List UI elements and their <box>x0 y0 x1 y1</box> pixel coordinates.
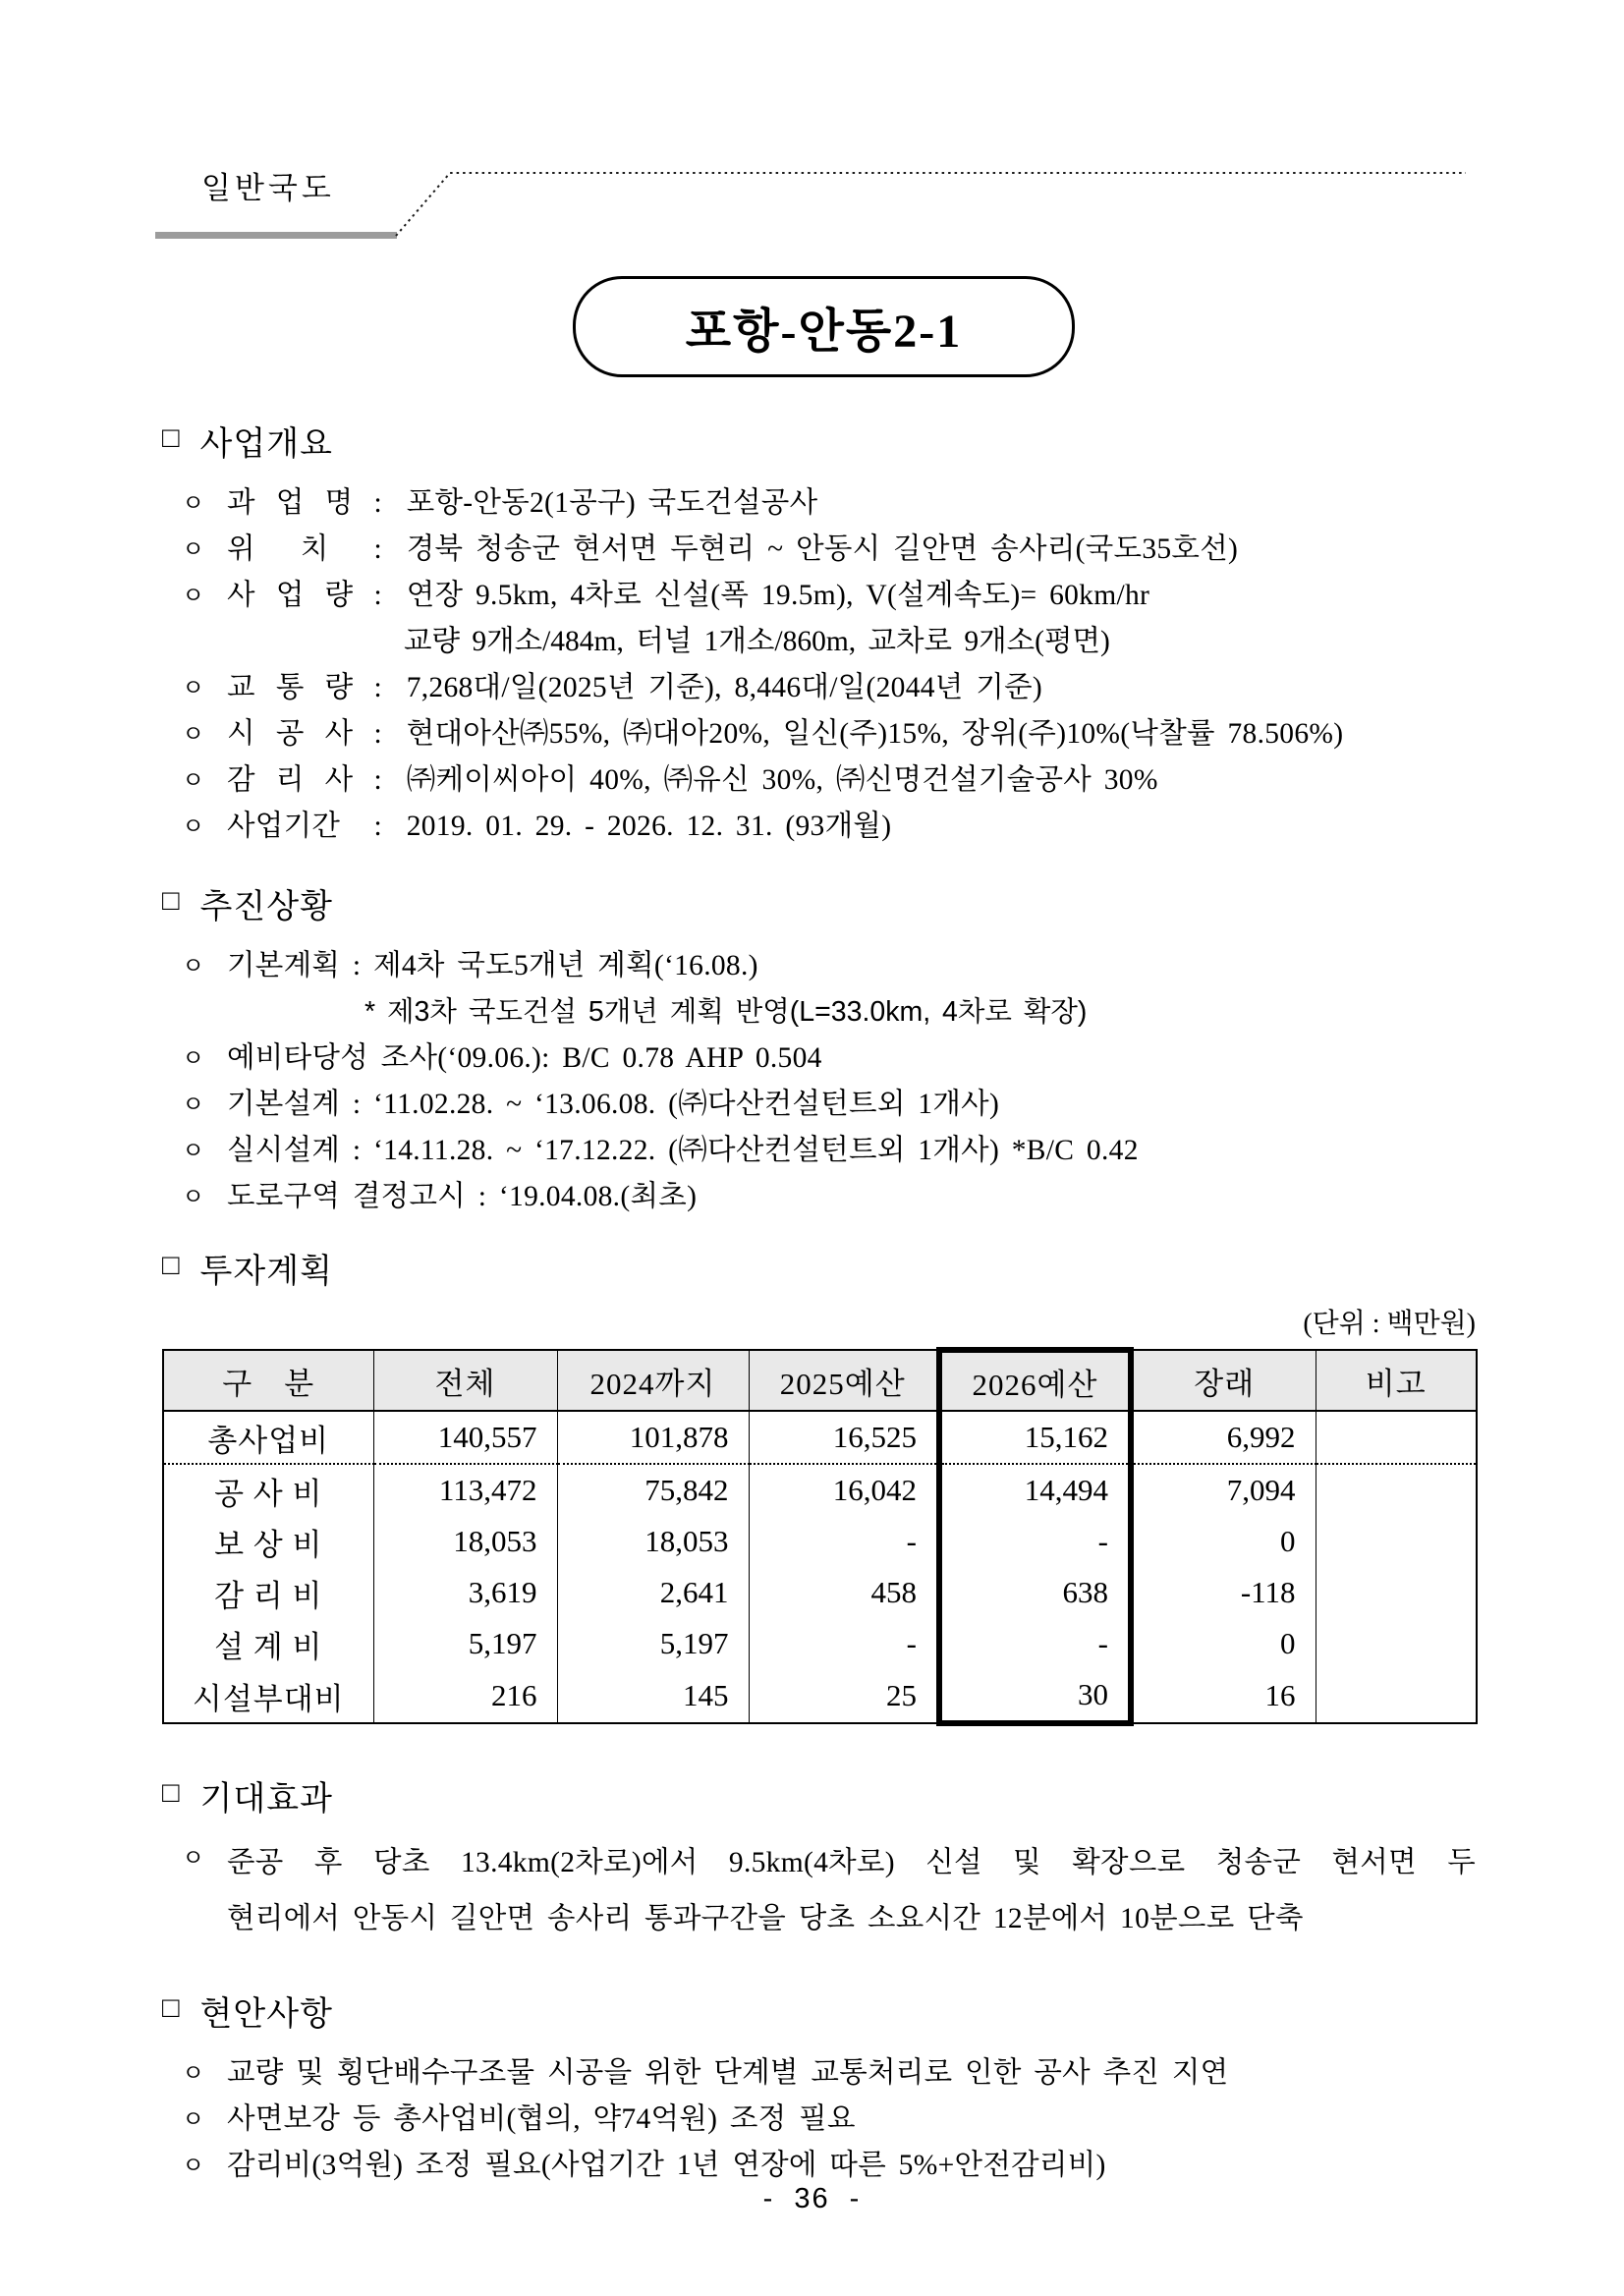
bullet-icon: ㅇ <box>182 2061 205 2087</box>
item-label: 시 공 사 : <box>227 718 382 750</box>
item-label: 과 업 명 : <box>227 487 382 519</box>
list-item <box>162 1835 1476 1947</box>
item-text-line1: 준공 후 당초 13.4km(2차로)에서 9.5km(4차로) 신설 및 확장으로 청송군 현서면 두 <box>227 1847 1476 1878</box>
cell: 7,094 <box>1131 1464 1316 1516</box>
list-item <box>162 1082 1476 1128</box>
item-continuation: * 제3차 국도건설 5개년 계획 반영(L=33.0km, 4차로 확장) <box>364 996 1088 1028</box>
section-title: 현안사항 <box>199 1996 333 2033</box>
row-label: 감 리 비 <box>163 1567 373 1618</box>
cell: 16,525 <box>749 1411 939 1464</box>
bullet-icon: ㅇ <box>182 2107 205 2133</box>
row-label: 공 사 비 <box>163 1464 373 1516</box>
cell: 2,641 <box>557 1567 749 1618</box>
square-marker-icon: □ <box>162 1777 181 1809</box>
cell: 75,842 <box>557 1464 749 1516</box>
section-issues <box>162 1987 1476 2189</box>
section-title: 사업개요 <box>199 426 333 463</box>
item-text: 실시설계 : ‘14.11.28. ~ ‘17.12.22. (㈜다산컨설턴트외 1개사) *B/C 0.42 <box>227 1135 1139 1166</box>
cell-highlighted: 15,162 <box>939 1411 1131 1464</box>
table-header-row <box>163 1350 1477 1411</box>
cell: - <box>749 1618 939 1669</box>
item-text: 사면보강 등 총사업비(협의, 약74억원) 조정 필요 <box>227 2103 856 2135</box>
cell: 6,992 <box>1131 1411 1316 1464</box>
bullet-icon: ㅇ <box>182 2154 205 2179</box>
item-label: 교 통 량 : <box>227 672 382 703</box>
item-text: 연장 9.5km, 4차로 신설(폭 19.5m), V(설계속도)= 60km/hr <box>406 580 1150 611</box>
item-text: 경북 청송군 현서면 두현리 ~ 안동시 길안면 송사리(국도35호선) <box>406 533 1239 565</box>
item-label: 사업기간 : <box>227 811 382 842</box>
section-heading <box>162 1987 1476 2035</box>
section-heading <box>162 1771 1476 1820</box>
list-item <box>162 757 1476 804</box>
bullet-icon: ㅇ <box>182 954 205 980</box>
cell: -118 <box>1131 1567 1316 1618</box>
project-title-box <box>573 276 1075 377</box>
header-dotted-rule <box>0 0 1624 255</box>
row-label: 시설부대비 <box>163 1669 373 1723</box>
cell <box>1316 1411 1477 1464</box>
section-title: 투자계획 <box>199 1254 333 1290</box>
table-row <box>163 1567 1477 1618</box>
col-header: 구 분 <box>163 1350 373 1411</box>
table-row <box>163 1464 1477 1516</box>
cell: 216 <box>373 1669 557 1723</box>
col-header: 2024까지 <box>557 1350 749 1411</box>
item-text: 도로구역 결정고시 : ‘19.04.08.(최초) <box>227 1181 698 1212</box>
bullet-icon: ㅇ <box>182 1092 205 1118</box>
cell: 18,053 <box>373 1516 557 1567</box>
cell: 140,557 <box>373 1411 557 1464</box>
list-item <box>162 480 1476 527</box>
section-title: 추진상황 <box>199 889 333 925</box>
item-text: ㈜케이씨아이 40%, ㈜유신 30%, ㈜신명건설기술공사 30% <box>406 764 1158 796</box>
row-label: 설 계 비 <box>163 1618 373 1669</box>
cell-highlighted: 30 <box>939 1669 1131 1723</box>
unit-note: (단위 : 백만원) <box>1303 1309 1476 1339</box>
cell-highlighted: 14,494 <box>939 1464 1131 1516</box>
cell <box>1316 1464 1477 1516</box>
cell: 145 <box>557 1669 749 1723</box>
col-header: 전체 <box>373 1350 557 1411</box>
cell <box>1316 1618 1477 1669</box>
cell: 16,042 <box>749 1464 939 1516</box>
list-item <box>162 2050 1476 2097</box>
item-continuation: 교량 9개소/484m, 터널 1개소/860m, 교차로 9개소(평면) <box>404 626 1110 657</box>
section-title: 기대효과 <box>199 1781 333 1818</box>
bullet-icon: ㅇ <box>182 768 205 794</box>
table-row <box>163 1516 1477 1567</box>
item-text: 예비타당성 조사(‘09.06.): B/C 0.78 AHP 0.504 <box>227 1042 822 1074</box>
table-row <box>163 1669 1477 1723</box>
cell: 113,472 <box>373 1464 557 1516</box>
bullet-icon: ㅇ <box>182 676 205 701</box>
content <box>162 417 1476 2189</box>
section-heading <box>162 879 1476 927</box>
cell: - <box>749 1516 939 1567</box>
cell-highlighted: - <box>939 1618 1131 1669</box>
item-label: 사 업 량 : <box>227 580 382 611</box>
item-label: 위 치 : <box>227 533 382 565</box>
investment-table <box>162 1347 1478 1726</box>
page-title: 포항-안동2-1 <box>685 306 963 358</box>
section-overview <box>162 417 1476 850</box>
list-item <box>162 711 1476 757</box>
tab-label: 일반국도 <box>201 171 335 205</box>
cell: 0 <box>1131 1516 1316 1567</box>
square-marker-icon: □ <box>162 422 181 454</box>
list-item <box>162 1128 1476 1174</box>
list-item <box>162 1036 1476 1082</box>
cell: 5,197 <box>373 1618 557 1669</box>
cell-highlighted: 638 <box>939 1567 1131 1618</box>
item-text: 2019. 01. 29. - 2026. 12. 31. (93개월) <box>406 811 892 842</box>
bullet-icon: ㅇ <box>182 537 205 563</box>
table-row <box>163 1618 1477 1669</box>
row-label: 보 상 비 <box>163 1516 373 1567</box>
cell <box>1316 1567 1477 1618</box>
item-text-line2: 현리에서 안동시 길안면 송사리 통과구간을 당초 소요시간 12분에서 10분으로 단축 <box>227 1903 1304 1934</box>
cell: 5,197 <box>557 1618 749 1669</box>
item-text: 감리비(3억원) 조정 필요(사업기간 1년 연장에 따른 5%+안전감리비) <box>227 2150 1106 2181</box>
list-item <box>162 573 1476 619</box>
item-text: 7,268대/일(2025년 기준), 8,446대/일(2044년 기준) <box>406 672 1042 703</box>
cell: 25 <box>749 1669 939 1723</box>
list-item <box>162 804 1476 850</box>
bullet-icon: ㅇ <box>182 1185 205 1210</box>
square-marker-icon: □ <box>162 1250 181 1281</box>
tab-underline <box>155 232 397 239</box>
bullet-icon: ㅇ <box>182 814 205 840</box>
list-item <box>162 1174 1476 1220</box>
item-text: 기본설계 : ‘11.02.28. ~ ‘13.06.08. (㈜다산컨설턴트외 1개사) <box>227 1089 1000 1120</box>
cell: 18,053 <box>557 1516 749 1567</box>
cell: 101,878 <box>557 1411 749 1464</box>
table-row <box>163 1411 1477 1464</box>
bullet-icon: ㅇ <box>182 491 205 517</box>
list-item <box>162 527 1476 573</box>
row-label: 총사업비 <box>163 1411 373 1464</box>
cell: 16 <box>1131 1669 1316 1723</box>
section-investment <box>162 1244 1476 1726</box>
item-text: 교량 및 횡단배수구조물 시공을 위한 단계별 교통처리로 인한 공사 추진 지연 <box>227 2057 1229 2089</box>
item-text: 현대아산㈜55%, ㈜대아20%, 일신(주)15%, 장위(주)10%(낙찰률 78.506%) <box>406 718 1344 750</box>
bullet-icon: ㅇ <box>182 584 205 609</box>
bullet-icon: ㅇ <box>182 1139 205 1164</box>
cell: 458 <box>749 1567 939 1618</box>
bullet-icon: ㅇ <box>182 722 205 748</box>
list-item <box>162 943 1476 989</box>
section-effects <box>162 1771 1476 1947</box>
cell-highlighted: - <box>939 1516 1131 1567</box>
item-text: 기본계획 : 제4차 국도5개년 계획(‘16.08.) <box>227 950 758 981</box>
col-header-highlighted: 2026예산 <box>939 1350 1131 1411</box>
cell <box>1316 1516 1477 1567</box>
section-progress <box>162 879 1476 1220</box>
list-item <box>162 2143 1476 2189</box>
cell: 3,619 <box>373 1567 557 1618</box>
item-label: 감 리 사 : <box>227 764 382 796</box>
cell <box>1316 1669 1477 1723</box>
list-item <box>162 665 1476 711</box>
square-marker-icon: □ <box>162 1992 181 2024</box>
square-marker-icon: □ <box>162 885 181 917</box>
page-number: - 36 - <box>762 2183 862 2214</box>
col-header: 비고 <box>1316 1350 1477 1411</box>
item-text: 포항-안동2(1공구) 국도건설공사 <box>406 487 818 519</box>
list-item <box>162 2097 1476 2143</box>
section-heading <box>162 417 1476 465</box>
col-header: 2025예산 <box>749 1350 939 1411</box>
cell: 0 <box>1131 1618 1316 1669</box>
section-heading <box>162 1244 1476 1292</box>
bullet-icon: ㅇ <box>182 1046 205 1072</box>
bullet-icon: ㅇ <box>182 1846 205 1872</box>
col-header: 장래 <box>1131 1350 1316 1411</box>
